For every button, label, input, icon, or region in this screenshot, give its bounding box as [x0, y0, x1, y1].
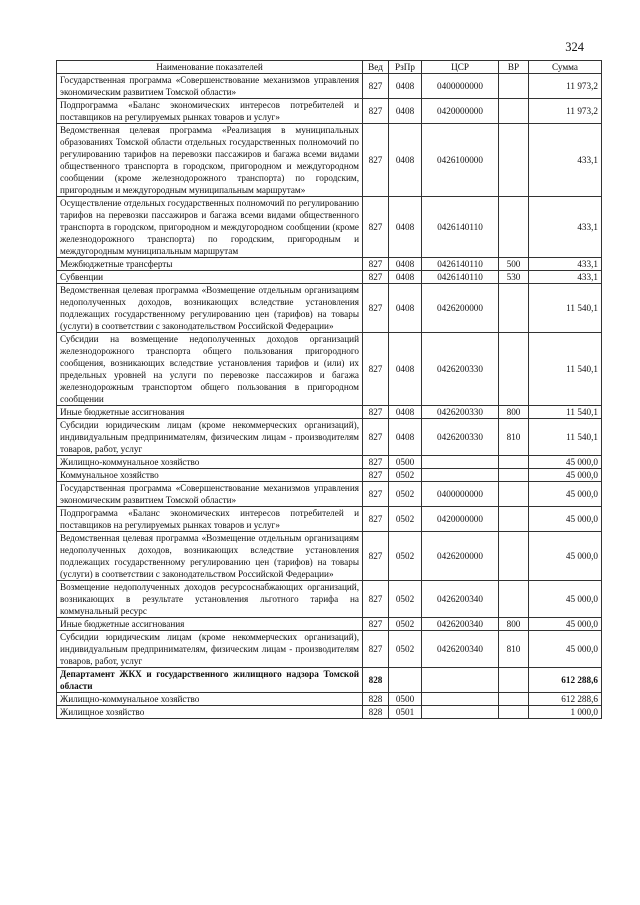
row-sum: 433,1: [529, 258, 602, 271]
row-name: Департамент ЖКХ и государственного жилищного надзора Томской области: [57, 668, 363, 693]
row-ved: 828: [363, 693, 389, 706]
row-rzpr: 0502: [389, 631, 422, 668]
row-ved: 827: [363, 618, 389, 631]
table-row: [57, 124, 602, 197]
row-vr: 810: [499, 631, 529, 668]
row-rzpr: 0408: [389, 258, 422, 271]
header-ved: Вед: [363, 61, 389, 74]
table-row: [57, 507, 602, 532]
row-name: Подпрограмма «Баланс экономических интересов потребителей и поставщиков на регулируемых рынках товаров и услуг»: [57, 507, 363, 532]
row-vr: [499, 124, 529, 197]
row-ved: 827: [363, 532, 389, 581]
row-rzpr: 0500: [389, 456, 422, 469]
row-vr: [499, 456, 529, 469]
table-row: [57, 197, 602, 258]
row-name: Государственная программа «Совершенствование механизмов управления экономическим развитием Томской области»: [57, 482, 363, 507]
table-row: [57, 469, 602, 482]
row-sum: 433,1: [529, 197, 602, 258]
row-csr: 0420000000: [422, 507, 499, 532]
row-sum: 11 540,1: [529, 406, 602, 419]
row-ved: 827: [363, 284, 389, 333]
row-csr: 0420000000: [422, 99, 499, 124]
row-ved: 827: [363, 197, 389, 258]
row-csr: 0426140110: [422, 271, 499, 284]
row-rzpr: 0502: [389, 532, 422, 581]
row-vr: [499, 482, 529, 507]
table-row: [57, 333, 602, 406]
row-ved: 827: [363, 271, 389, 284]
row-sum: 45 000,0: [529, 618, 602, 631]
row-ved: 827: [363, 406, 389, 419]
row-rzpr: 0500: [389, 693, 422, 706]
row-vr: [499, 706, 529, 719]
row-vr: [499, 197, 529, 258]
row-csr: [422, 456, 499, 469]
row-sum: 45 000,0: [529, 581, 602, 618]
row-ved: 827: [363, 99, 389, 124]
table-header-row: [57, 61, 602, 74]
row-name: Ведомственная целевая программа «Реализация в муниципальных образованиях Томской области отдельных государственных полномочий по регулированию тарифов на перевозки пассажиров и багажа всеми видами общественного транспорта в городском, пригородном и междугородном сообщении (кроме железнодорожного транспорта) по городским, пригородным и междугородным муниципальным маршрутам»: [57, 124, 363, 197]
row-csr: 0426140110: [422, 258, 499, 271]
row-name: Субсидии на возмещение недополученных доходов организаций железнодорожного транспорта общего пользования пригородного сообщения, возникающих вследствие установления тарифов и (или) их предельных уровней на услуги по перевозке пассажиров и багажа железнодорожным транспортом общего пользования в пригородном сообщении: [57, 333, 363, 406]
row-vr: [499, 581, 529, 618]
row-rzpr: 0502: [389, 507, 422, 532]
row-ved: 827: [363, 507, 389, 532]
row-sum: 45 000,0: [529, 532, 602, 581]
table-row: [57, 706, 602, 719]
row-sum: 45 000,0: [529, 456, 602, 469]
row-sum: 612 288,6: [529, 693, 602, 706]
row-vr: [499, 469, 529, 482]
row-csr: 0426200340: [422, 581, 499, 618]
row-name: Возмещение недополученных доходов ресурсоснабжающих организаций, возникающих в результате установления льготного тарифа на коммунальный ресурс: [57, 581, 363, 618]
row-vr: [499, 693, 529, 706]
row-vr: 530: [499, 271, 529, 284]
row-rzpr: 0502: [389, 581, 422, 618]
table-row: [57, 99, 602, 124]
row-rzpr: 0502: [389, 469, 422, 482]
row-name: Ведомственная целевая программа «Возмещение отдельным организациям недополученных доходов, возникающих вследствие установления подлежащих государственному регулированию цен (тарифов) на товары (услуги) в соответствии с законодательством Российской Федерации»: [57, 532, 363, 581]
table-row: [57, 284, 602, 333]
row-vr: [499, 507, 529, 532]
row-vr: [499, 74, 529, 99]
table-row: [57, 668, 602, 693]
row-rzpr: 0502: [389, 618, 422, 631]
table-row: [57, 258, 602, 271]
table-row: [57, 419, 602, 456]
header-rzpr: РзПр: [389, 61, 422, 74]
row-csr: 0426200000: [422, 532, 499, 581]
row-csr: [422, 706, 499, 719]
row-rzpr: 0502: [389, 482, 422, 507]
row-sum: 11 540,1: [529, 333, 602, 406]
row-rzpr: 0408: [389, 419, 422, 456]
row-name: Жилищное хозяйство: [57, 706, 363, 719]
row-name: Жилищно-коммунальное хозяйство: [57, 693, 363, 706]
row-rzpr: 0408: [389, 333, 422, 406]
row-rzpr: 0408: [389, 284, 422, 333]
row-csr: 0426140110: [422, 197, 499, 258]
row-name: Осуществление отдельных государственных полномочий по регулированию тарифов на перевозки пассажиров и багажа всеми видами общественного транспорта в городском, пригородном и междугородном сообщении (кроме железнодорожного транспорта) по городским, пригородным и междугородным муниципальным маршрутам: [57, 197, 363, 258]
table-row: [57, 456, 602, 469]
header-csr: ЦСР: [422, 61, 499, 74]
row-vr: [499, 333, 529, 406]
table-row: [57, 271, 602, 284]
row-sum: 11 973,2: [529, 99, 602, 124]
row-name: Государственная программа «Совершенствование механизмов управления экономическим развитием Томской области»: [57, 74, 363, 99]
row-name: Иные бюджетные ассигнования: [57, 618, 363, 631]
row-ved: 827: [363, 456, 389, 469]
row-ved: 827: [363, 581, 389, 618]
row-name: Коммунальное хозяйство: [57, 469, 363, 482]
table-row: [57, 581, 602, 618]
row-sum: 45 000,0: [529, 469, 602, 482]
row-ved: 827: [363, 74, 389, 99]
row-sum: 1 000,0: [529, 706, 602, 719]
row-ved: 827: [363, 469, 389, 482]
row-csr: 0426200340: [422, 631, 499, 668]
row-rzpr: 0408: [389, 99, 422, 124]
row-csr: 0426200330: [422, 406, 499, 419]
row-sum: 11 540,1: [529, 284, 602, 333]
row-vr: [499, 668, 529, 693]
row-rzpr: 0408: [389, 197, 422, 258]
row-name: Субсидии юридическим лицам (кроме некоммерческих организаций), индивидуальным предпринимателям, физическим лицам - производителям товаров, работ, услуг: [57, 631, 363, 668]
header-name: Наименование показателей: [57, 61, 363, 74]
row-rzpr: 0408: [389, 406, 422, 419]
row-csr: [422, 668, 499, 693]
row-rzpr: 0501: [389, 706, 422, 719]
row-ved: 828: [363, 668, 389, 693]
row-rzpr: 0408: [389, 74, 422, 99]
row-ved: 827: [363, 419, 389, 456]
row-name: Жилищно-коммунальное хозяйство: [57, 456, 363, 469]
row-vr: 800: [499, 618, 529, 631]
row-name: Ведомственная целевая программа «Возмещение отдельным организациям недополученных доходов, возникающих вследствие установления подлежащих государственному регулированию цен (тарифов) на товары (услуги) в соответствии с законодательством Российской Федерации»: [57, 284, 363, 333]
row-csr: [422, 469, 499, 482]
row-vr: 500: [499, 258, 529, 271]
table-row: [57, 693, 602, 706]
table-row: [57, 482, 602, 507]
table-row: [57, 406, 602, 419]
table-row: [57, 532, 602, 581]
row-ved: 827: [363, 258, 389, 271]
row-csr: 0400000000: [422, 482, 499, 507]
row-name: Субвенции: [57, 271, 363, 284]
header-sum: Сумма: [529, 61, 602, 74]
row-csr: 0400000000: [422, 74, 499, 99]
row-vr: 800: [499, 406, 529, 419]
row-sum: 433,1: [529, 124, 602, 197]
table-row: [57, 618, 602, 631]
budget-table: [56, 60, 602, 719]
page-number: 324: [565, 40, 584, 54]
row-ved: 827: [363, 124, 389, 197]
row-csr: 0426200330: [422, 419, 499, 456]
row-sum: 45 000,0: [529, 631, 602, 668]
row-vr: 810: [499, 419, 529, 456]
row-ved: 827: [363, 482, 389, 507]
row-name: Иные бюджетные ассигнования: [57, 406, 363, 419]
row-csr: [422, 693, 499, 706]
row-sum: 612 288,6: [529, 668, 602, 693]
row-csr: 0426200000: [422, 284, 499, 333]
row-rzpr: [389, 668, 422, 693]
row-csr: 0426200330: [422, 333, 499, 406]
row-name: Подпрограмма «Баланс экономических интересов потребителей и поставщиков на регулируемых рынках товаров и услуг»: [57, 99, 363, 124]
row-name: Субсидии юридическим лицам (кроме некоммерческих организаций), индивидуальным предпринимателям, физическим лицам - производителям товаров, работ, услуг: [57, 419, 363, 456]
header-vr: ВР: [499, 61, 529, 74]
row-name: Межбюджетные трансферты: [57, 258, 363, 271]
row-csr: 0426200340: [422, 618, 499, 631]
row-sum: 11 973,2: [529, 74, 602, 99]
row-sum: 11 540,1: [529, 419, 602, 456]
row-rzpr: 0408: [389, 124, 422, 197]
row-ved: 828: [363, 706, 389, 719]
row-rzpr: 0408: [389, 271, 422, 284]
table-row: [57, 631, 602, 668]
row-vr: [499, 284, 529, 333]
row-ved: 827: [363, 631, 389, 668]
row-vr: [499, 99, 529, 124]
row-csr: 0426100000: [422, 124, 499, 197]
row-sum: 433,1: [529, 271, 602, 284]
row-ved: 827: [363, 333, 389, 406]
table-row: [57, 74, 602, 99]
row-sum: 45 000,0: [529, 482, 602, 507]
row-vr: [499, 532, 529, 581]
row-sum: 45 000,0: [529, 507, 602, 532]
